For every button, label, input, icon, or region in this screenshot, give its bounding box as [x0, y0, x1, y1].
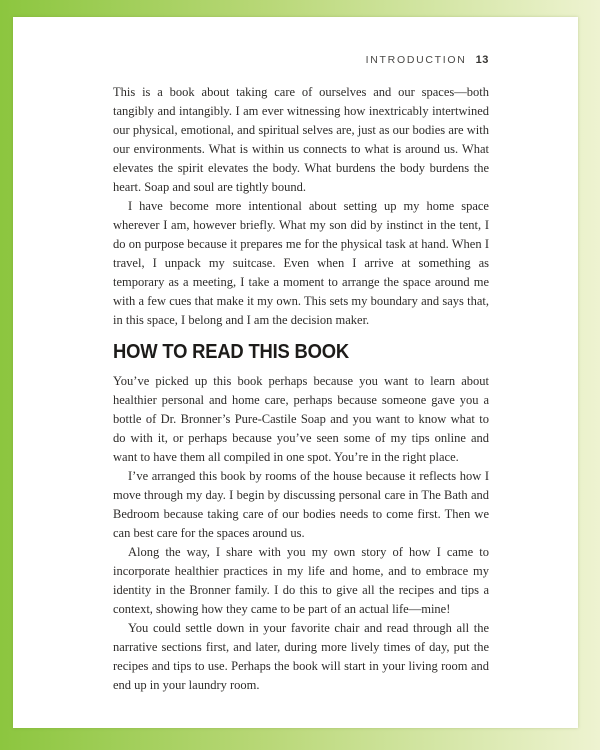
running-head-title: INTRODUCTION: [365, 54, 467, 66]
running-header: [113, 54, 489, 66]
page-number: 13: [475, 54, 489, 66]
body-text-block: [113, 83, 489, 695]
book-page: [13, 17, 578, 728]
body-paragraph: I have become more intentional about setting up my home space wherever I am, however briefly. What my son did by instinct in the tent, I do on purpose because it prepares me for the physical task at hand. When I travel, I unpack my suitcase. Even when I arrive at something as temporary as a meeting, I take a moment to arrange the space around me with a few cues that make it my own. This sets my boundary and says that, in this space, I belong and I am the decision maker.: [113, 199, 489, 327]
body-paragraph: You could settle down in your favorite chair and read through all the narrative sections first, and later, during more lively times of day, put the recipes and tips to use. Perhaps the book will start in your living room and end up in your laundry room.: [113, 621, 489, 692]
body-paragraph: This is a book about taking care of ourselves and our spaces—both tangibly and intangibly. I am ever witnessing how inextricably intertwined our physical, emotional, and spiritual selves are, just as our bodies are with our environments. What is within us connects to what is around us. What elevates the spirit elevates the body. What burdens the body burdens the heart. Soap and soul are tightly bound.: [113, 85, 489, 194]
section-heading: HOW TO READ THIS BOOK: [113, 341, 350, 363]
body-paragraph: Along the way, I share with you my own story of how I came to incorporate healthier practices in my life and home, and to embrace my identity in the Bronner family. I do this to give all the recipes and tips a context, showing how they came to be part of an actual life—mine!: [113, 545, 489, 616]
body-paragraph: I’ve arranged this book by rooms of the house because it reflects how I move through my day. I begin by discussing personal care in The Bath and Bedroom because taking care of our bodies needs to come first. Then we can best care for the spaces around us.: [113, 469, 489, 540]
body-paragraph: You’ve picked up this book perhaps because you want to learn about healthier personal and home care, perhaps because someone gave you a bottle of Dr. Bronner’s Pure-Castile Soap and you want to know what to do with it, or perhaps because you’ve seen some of my tips online and want to have them all compiled in one spot. You’re in the right place.: [113, 374, 489, 464]
